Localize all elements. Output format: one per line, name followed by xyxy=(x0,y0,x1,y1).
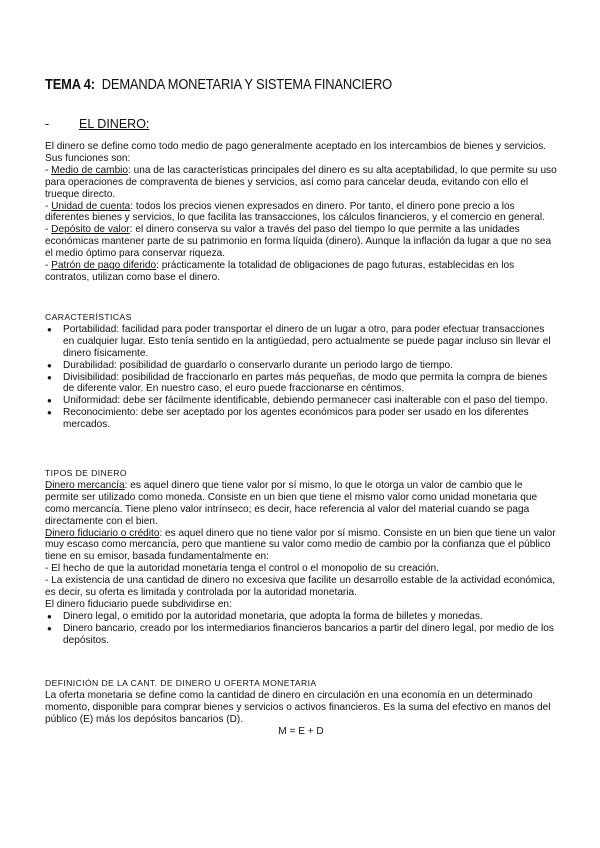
function-item: - Patrón de pago diferido: prácticamente la totalidad de obligaciones de pago futuras, establecidas en los contratos, utilizan como base el dinero. xyxy=(45,260,515,283)
title-tema: TEMA 4: xyxy=(45,76,95,93)
list-item: ● Durabilidad: posibilidad de guardarlo o conservarlo durante un periodo largo de tiempo. xyxy=(45,360,557,372)
list-item: ● Divisibilidad: posibilidad de fraccionarlo en partes más pequeñas, de modo que permita la compra de bienes de diferente valor. En nuestro caso, el euro puede fraccionarse en céntimos. xyxy=(45,372,557,396)
tipos-heading: TIPOS DE DINERO xyxy=(45,468,127,478)
dinero-section xyxy=(45,141,557,284)
caracteristicas-list xyxy=(45,324,557,431)
mercancia-paragraph: Dinero mercancía: es aquel dinero que tiene valor por sí mismo, lo que le otorga un valor de cambio que le permite ser utilizado como moneda. Consiste en un bien que tiene el mismo valor como unidad monetaria que como mercancía. Tiene pleno valor intrínseco; es decir, hace referencia al valor del material cuando se paga directamente con el bien. xyxy=(45,479,538,527)
function-term: Unidad de cuenta xyxy=(51,200,131,212)
section-heading-dinero xyxy=(45,117,149,131)
mercancia-term: Dinero mercancía xyxy=(45,479,125,491)
fiduciario-paragraph: Dinero fiduciario o crédito: es aquel dinero que no tiene valor por sí mismo. Consiste en un bien que tiene un valor muy escaso como mercancía, pero que mantiene su valor como medio de cambio por la confianza que el público tiene en su emisor, basada fundamentalmente en: xyxy=(45,527,556,563)
definicion-heading: DEFINICIÓN DE LA CANT. DE DINERO U OFERTA MONETARIA xyxy=(45,678,317,688)
definicion-section xyxy=(45,678,557,738)
list-item: ● Portabilidad: facilidad para poder transportar el dinero de un lugar a otro, para poder efectuar transacciones en cualquier lugar. Esto tenía sentido en la antigüedad, pero actualmente se puede pagar incluso sin llevar el dinero físicamente. xyxy=(45,324,557,360)
list-item: ● Reconocimiento: debe ser aceptado por los agentes económicos para poder ser usado en los diferentes mercados. xyxy=(45,407,557,431)
list-item: ● Dinero legal, o emitido por la autoridad monetaria, que adopta la forma de billetes y monedas. xyxy=(45,611,557,623)
formula: M = E + D xyxy=(278,725,324,737)
title-text: DEMANDA MONETARIA Y SISTEMA FINANCIERO xyxy=(101,76,392,93)
definicion-text: La oferta monetaria se define como la cantidad de dinero en circulación en una economía en un determinado momento, disponible para comprar bienes y servicios o activos financieros. Es la suma del efectivo en manos del público (E) más los depósitos bancarios (D). xyxy=(45,689,551,725)
base-item: - La existencia de una cantidad de dinero no excesiva que facilite un desarrollo estable de la actividad económica, es decir, su oferta es limitada y controlada por la autoridad monetaria. xyxy=(45,575,556,599)
list-item: ● Uniformidad: debe ser fácilmente identificable, debiendo permanecer casi inalterable con el paso del tiempo. xyxy=(45,395,557,407)
base-item: - El hecho de que la autoridad monetaria tenga el control o el monopolio de su creación. xyxy=(45,563,439,575)
caracteristicas-section xyxy=(45,312,557,431)
fiduciario-term: Dinero fiduciario o crédito xyxy=(45,527,160,539)
heading-el-dinero: EL DINERO: xyxy=(79,117,150,131)
function-term: Patrón de pago diferido xyxy=(51,260,157,272)
dinero-intro: El dinero se define como todo medio de pago generalmente aceptado en los intercambios de bienes y servicios. Sus funciones son: xyxy=(45,141,547,164)
tipos-section xyxy=(45,468,557,647)
function-item: - Depósito de valor: el dinero conserva su valor a través del paso del tiempo lo que permite a las unidades económicas mantener parte de su patrimonio en forma líquida (dinero). Aunque la inflación da lugar a que no sea el medio óptimo para conservar riqueza. xyxy=(45,224,552,260)
heading-dash: - xyxy=(45,117,50,131)
page-title xyxy=(45,76,392,93)
list-item: ● Dinero bancario, creado por los intermediarios financieros bancarios a partir del dinero legal, por medio de los depósitos. xyxy=(45,623,557,647)
subtypes-list xyxy=(45,611,557,647)
function-term: Medio de cambio xyxy=(51,164,129,176)
function-item: - Unidad de cuenta: todos los precios vienen expresados en dinero. Por tanto, el dinero pone precio a los diferentes bienes y servicios, lo que facilita las transacciones, los cálculos financieros, y el comercio en general. xyxy=(45,200,545,224)
subdivide-text: El dinero fiduciario puede subdividirse en: xyxy=(45,598,232,610)
caracteristicas-heading: CARACTERÍSTICAS xyxy=(45,312,132,322)
function-item: - Medio de cambio: una de las características principales del dinero es su alta aceptabilidad, lo que permite su uso para operaciones de compraventa de bienes y servicios, así como para cancelar deuda, evitando con ello el trueque directo. xyxy=(45,164,557,200)
function-term: Depósito de valor xyxy=(51,224,130,236)
